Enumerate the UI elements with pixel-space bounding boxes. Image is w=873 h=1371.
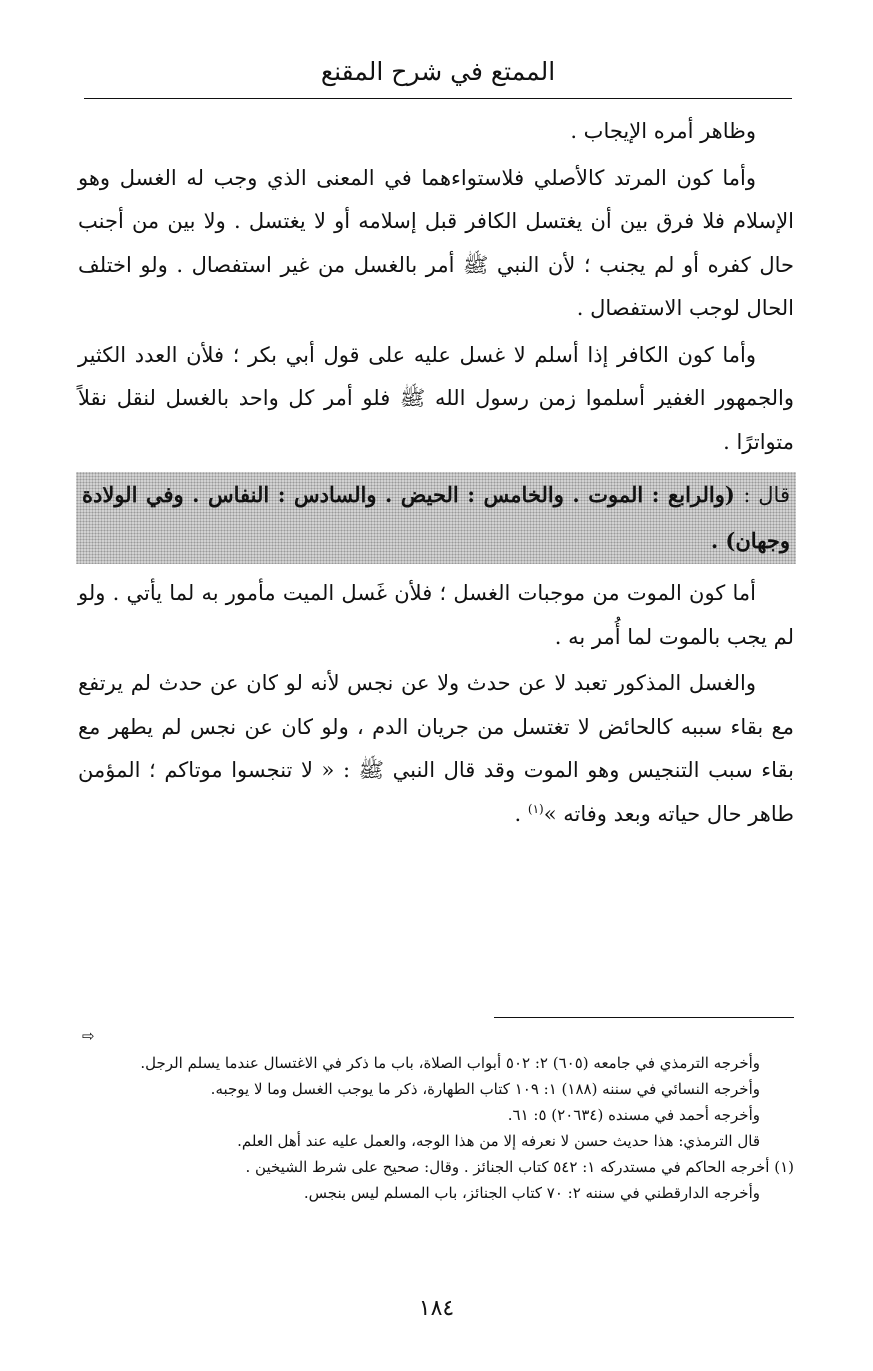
page-number: ١٨٤ [418,1296,455,1321]
main-text [78,110,794,839]
header-rule [84,98,792,99]
footnote-line-3: وأخرجه أحمد في مسنده (٢٠٦٣٤) ٥: ٦١. [507,1106,760,1124]
paragraph-2: وأما كون المرتد كالأصلي فلاستواءهما في المعنى الذي وجب له الغسل وهو الإسلام فلا فرق بين أن يغتسل الكافر قبل إسلامه أو لا يغتسل . ولا بين من أجنب حال كفره أو لم يجنب ؛ لأن النبي ﷺ أمر بالغسل من غير استفصال . ولو اختلف الحال لوجب الاستفصال . [78,165,794,320]
matn-text [82,472,790,564]
paragraph-3: وأما كون الكافر إذا أسلم لا غسل عليه على قول أبي بكر ؛ فلأن العدد الكثير والجمهور الغفير أسلموا زمن رسول الله ﷺ فلو أمر كل واحد بالغسل لنقل نقلاً متواترًا . [78,342,794,454]
matn-quote: (والرابع : الموت . والخامس : الحيض . والسادس : النفاس . وفي الولادة وجهان) . [82,482,790,553]
paragraph-4: أما كون الموت من موجبات الغسل ؛ فلأن غَسل الميت مأمور به لما يأتي . ولو لم يجب بالموت لما أُمر به . [78,581,794,649]
footnotes [78,1050,794,1206]
footnote-line-2: وأخرجه النسائي في سننه (١٨٨) ١: ١٠٩ كتاب الطهارة، ذكر ما يوجب الغسل وما لا يوجبه. [210,1080,760,1098]
running-header: الممتع في شرح المقنع [320,57,556,86]
paragraph-5-tail: . [514,801,528,826]
paragraph-1: وظاهر أمره الإيجاب . [570,119,756,143]
paragraph-5 [78,662,794,836]
footnote-rule [494,1017,794,1018]
continuation-arrow-icon: ⇨ [82,1027,95,1045]
footnote-line-6: وأخرجه الدارقطني في سننه ٢: ٧٠ كتاب الجنائز، باب المسلم ليس بنجس. [303,1184,760,1202]
footnote-marker: (١) [527,801,544,816]
matn-qala: قال : [743,483,790,507]
footnote-line-5: (١) أخرجه الحاكم في مستدركه ١: ٥٤٢ كتاب الجنائز . وقال: صحيح على شرط الشيخين . [245,1158,794,1176]
matn-highlight-box [76,472,796,564]
footnote-line-1: وأخرجه الترمذي في جامعه (٦٠٥) ٢: ٥٠٢ أبواب الصلاة، باب ما ذكر في الاغتسال عندما يسلم الرجل. [140,1054,760,1072]
paragraph-5-text: والغسل المذكور تعبد لا عن حدث ولا عن نجس لأنه لو كان عن حدث لم يرتفع مع بقاء سببه كالحائض لا تغتسل من جريان الدم ، ولو كان عن نجس لم يطهر مع بقاء سبب التنجيس وهو الموت وقد قال النبي ﷺ : « لا تنجسوا موتاكم ؛ المؤمن طاهر حال حياته وبعد وفاته » [78,671,794,826]
footnote-line-4: قال الترمذي: هذا حديث حسن لا نعرفه إلا من هذا الوجه، والعمل عليه عند أهل العلم. [237,1132,760,1150]
